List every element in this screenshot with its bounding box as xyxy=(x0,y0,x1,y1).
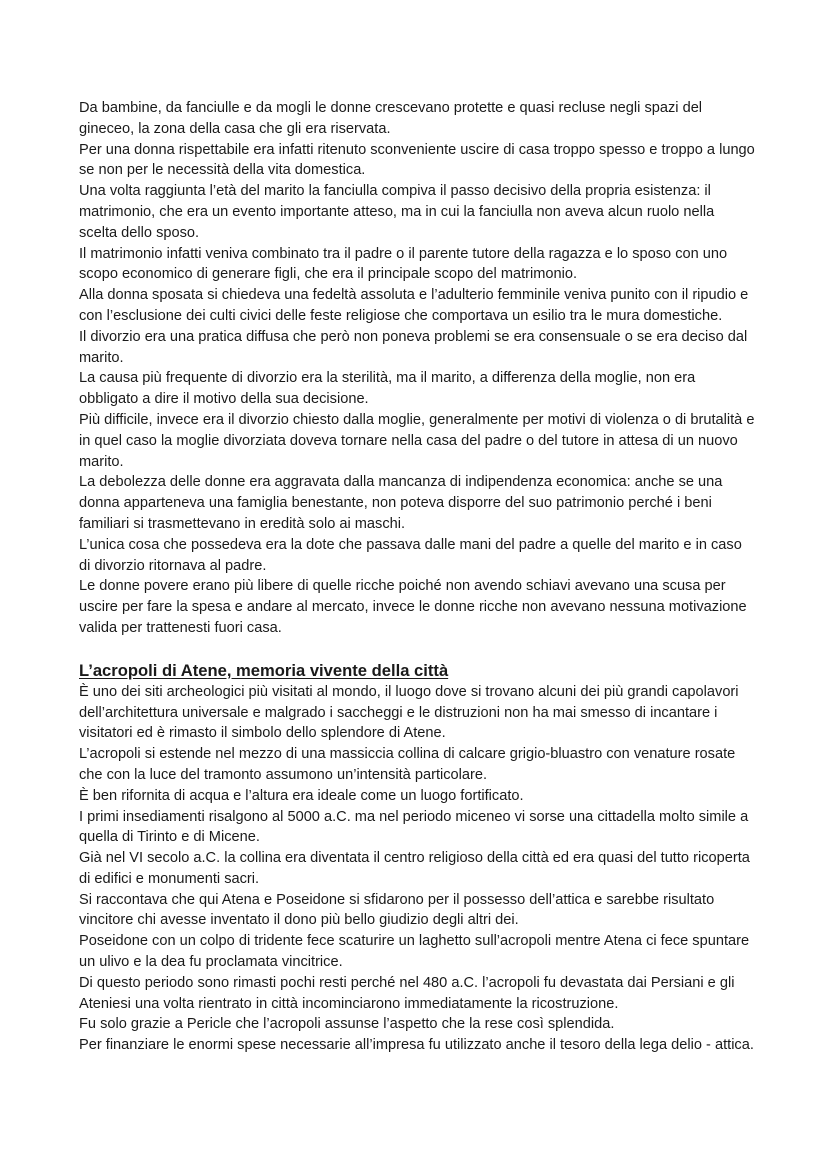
document-page xyxy=(79,98,755,1056)
section-acropolis xyxy=(79,660,755,1056)
paragraph: La causa più frequente di divorzio era la sterilità, ma il marito, a differenza della moglie, non era obbligato a dire il motivo della sua decisione. xyxy=(79,370,696,408)
paragraph: Una volta raggiunta l’età del marito la fanciulla compiva il passo decisivo della propria esistenza: il matrimonio, che era un evento importante atteso, ma in cui la fanciulla non aveva alcun ruolo nella scelta dello sposo. xyxy=(79,183,715,241)
section-women-in-athens xyxy=(79,98,755,639)
paragraph: Per finanziare le enormi spese necessarie all’impresa fu utilizzato anche il tesoro della lega delio - attica. xyxy=(79,1037,754,1054)
paragraph: Fu solo grazie a Pericle che l’acropoli assunse l’aspetto che la rese così splendida. xyxy=(79,1016,615,1033)
paragraph: Il divorzio era una pratica diffusa che però non poneva problemi se era consensuale o se era deciso dal marito. xyxy=(79,328,748,366)
paragraph: L’acropoli si estende nel mezzo di una massiccia collina di calcare grigio-bluastro con venature rosate che con la luce del tramonto assumono un’intensità particolare. xyxy=(79,746,736,783)
paragraph: Più difficile, invece era il divorzio chiesto dalla moglie, generalmente per motivi di violenza o di brutalità e in quel caso la moglie divorziata doveva tornare nella casa del padre o del tutore in attesa di un nuovo marito. xyxy=(79,411,755,470)
paragraph: Già nel VI secolo a.C. la collina era diventata il centro religioso della città ed era quasi del tutto ricoperta di edifici e monumenti sacri. xyxy=(79,850,750,887)
paragraph: È ben rifornita di acqua e l’altura era ideale come un luogo fortificato. xyxy=(79,787,524,804)
paragraph: Le donne povere erano più libere di quelle ricche poiché non avendo schiavi avevano una scusa per uscire per fare la spesa e andare al mercato, invece le donne ricche non avevano nessuna motivazione valida per trattenesti fuori casa. xyxy=(79,578,747,636)
paragraph: La debolezza delle donne era aggravata dalla mancanza di indipendenza economica: anche se una donna apparteneva una famiglia benestante, non poteva disporre del suo patrimonio perché i beni familiari si trasmettevano in eredità solo ai maschi. xyxy=(79,474,723,532)
paragraph: Poseidone con un colpo di tridente fece scaturire un laghetto sull’acropoli mentre Atena ci fece spuntare un ulivo e la dea fu proclamata vincitrice. xyxy=(79,933,750,971)
paragraph: I primi insediamenti risalgono al 5000 a.C. ma nel periodo miceneo vi sorse una cittadella molto simile a quella di Tirinto e di Micene. xyxy=(79,808,749,846)
paragraph: L’unica cosa che possedeva era la dote che passava dalle mani del padre a quelle del marito e in caso di divorzio ritornava al padre. xyxy=(79,536,742,574)
paragraph: Di questo periodo sono rimasti pochi resti perché nel 480 a.C. l’acropoli fu devastata dai Persiani e gli Ateniesi una volta rientrato in città incominciarono immediatamente la ricostruzione. xyxy=(79,974,735,1012)
paragraph: Per una donna rispettabile era infatti ritenuto sconveniente uscire di casa troppo spesso e troppo a lungo se non per le necessità della vita domestica. xyxy=(79,141,755,179)
paragraph: Il matrimonio infatti veniva combinato tra il padre o il parente tutore della ragazza e lo sposo con uno scopo economico di generare figli, che era il principale scopo del matrimonio. xyxy=(79,245,728,283)
paragraph: Si raccontava che qui Atena e Poseidone si sfidarono per il possesso dell’attica e sarebbe risultato vincitore chi avesse inventato il dono più bello giudizio degli altri dei. xyxy=(79,891,715,929)
paragraph: È uno dei siti archeologici più visitati al mondo, il luogo dove si trovano alcuni dei più grandi capolavori dell’architettura universale e malgrado i saccheggi e le distruzioni non ha mai smesso di incantare i visitatori ed è rimasto il simbolo dello splendore di Atene. xyxy=(79,683,739,742)
paragraph: Da bambine, da fanciulle e da mogli le donne crescevano protette e quasi recluse negli spazi del gineceo, la zona della casa che gli era riservata. xyxy=(79,100,703,137)
section-heading: L’acropoli di Atene, memoria vivente della città xyxy=(79,660,449,680)
paragraph: Alla donna sposata si chiedeva una fedeltà assoluta e l’adulterio femminile veniva punito con il ripudio e con l’esclusione dei culti civici delle feste religiose che comportava un esilio tra le mura domestiche. xyxy=(79,287,749,324)
